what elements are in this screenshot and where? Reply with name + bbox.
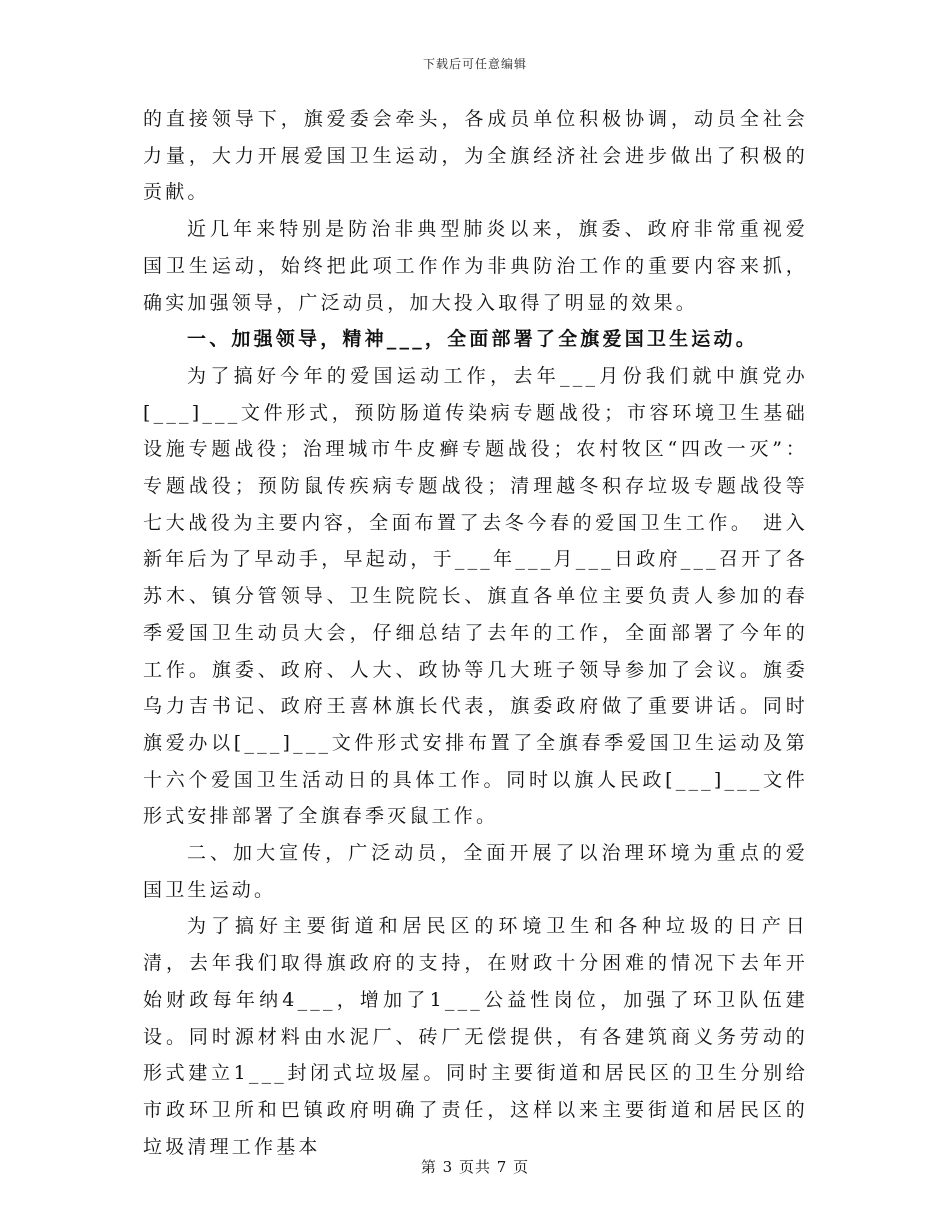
paragraph-intro: 近几年来特别是防治非典型肺炎以来，旗委、政府非常重视爱国卫生运动，始终把此项工作作为非典防治工作的重要内容来抓，确实加强领导，广泛动员，加大投入取得了明显的效果。 [143, 218, 808, 314]
page-header: 下载后可任意编辑 [422, 57, 527, 71]
paragraph-section-2-body: 为了搞好主要街道和居民区的环境卫生和各种垃圾的日产日清，去年我们取得旗政府的支持，在财政十分困难的情况下去年开始财政每年纳4___，增加了1___公益性岗位，加强了环卫队伍建设。同时源材料由水泥厂、砖厂无偿提供，有各建筑商义务劳动的形式建立1___封闭式垃圾屋。同时主要街道和居民区的卫生分别给市政环卫所和巴镇政府明确了责任，这样以来主要街道和居民区的垃圾清理工作基本 [143, 915, 808, 1158]
paragraph-section-1-body: 为了搞好今年的爱国运动工作，去年___月份我们就中旗党办[___]___文件形式，预防肠道传染病专题战役；市容环境卫生基础设施专题战役；治理城市牛皮癣专题战役；农村牧区“四改一灭”：专题战役；预防鼠传疾病专题战役；清理越冬积存垃圾专题战役等七大战役为主要内容，全面布置了去冬今春的爱国卫生工作。 进入新年后为了早动手，早起动，于___年___月___日政府___召开了各苏木、镇分管领导、卫生院院长、旗直各单位主要负责人参加的春季爱国卫生动员大会，仔细总结了去年的工作，全面部署了今年的工作。旗委、政府、人大、政协等几大班子领导参加了会议。旗委乌力吉书记、政府王喜林旗长代表，旗委政府做了重要讲话。同时旗爱办以[___]___文件形式安排布置了全旗春季爱国卫生运动及第十六个爱国卫生活动日的具体工作。同时以旗人民政[___]___文件形式安排部署了全旗春季灭鼠工作。 [143, 364, 808, 828]
section-heading-1: 一、加强领导，精神___，全面部署了全旗爱国卫生运动。 [187, 328, 758, 351]
paragraph-continuation: 的直接领导下，旗爱委会牵头，各成员单位积极协调，动员全社会力量，大力开展爱国卫生运动，为全旗经济社会进步做出了积极的贡献。 [143, 108, 808, 204]
document-body [143, 101, 808, 1165]
page-number-footer: 第 3 页共 7 页 [420, 1158, 530, 1176]
section-heading-2: 二、加大宣传，广泛动员，全面开展了以治理环境为重点的爱国卫生运动。 [143, 842, 808, 901]
